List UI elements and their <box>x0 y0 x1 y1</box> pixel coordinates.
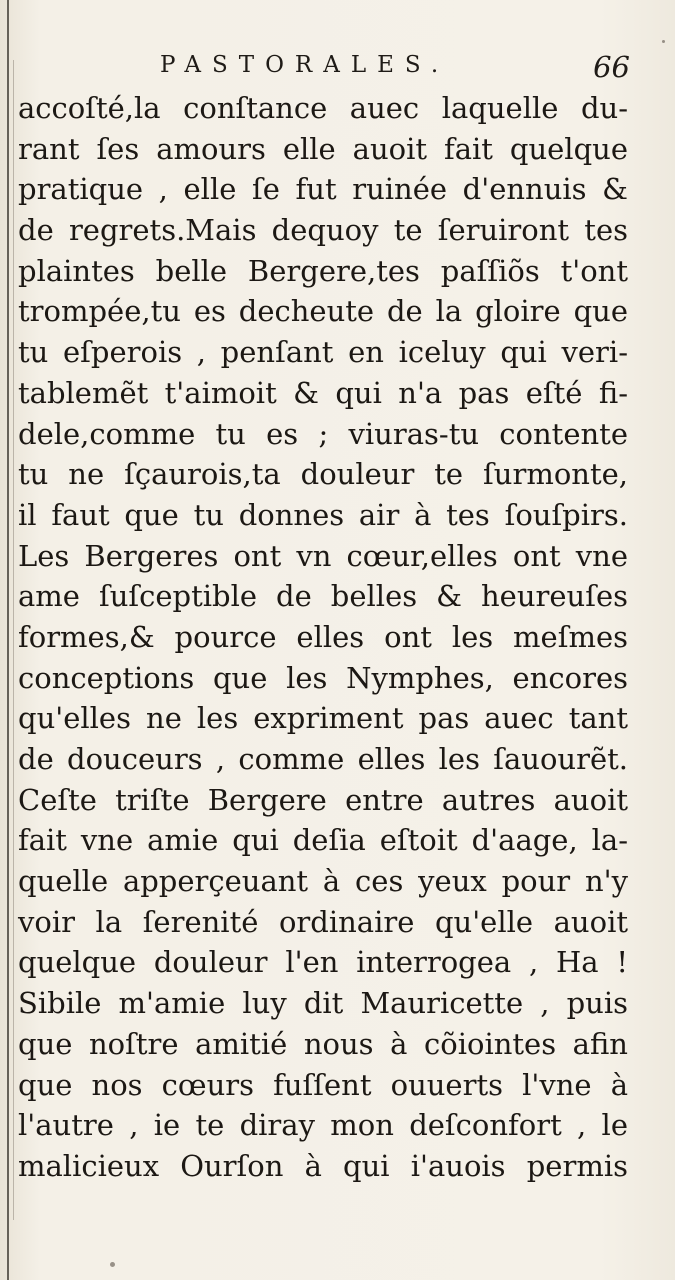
text-line: quelque douleur l'en interrogea , Ha ! <box>18 945 628 980</box>
page-header <box>20 50 630 90</box>
gutter-edge <box>7 0 9 1280</box>
body-text <box>18 88 628 1187</box>
text-line: conceptions que les Nymphes, encores <box>18 660 628 695</box>
text-line: formes,& pource elles ont les meſmes <box>18 619 628 654</box>
text-line: il faut que tu donnes air à tes ſouſpirs. <box>18 497 628 532</box>
text-line: qu'elles ne les expriment pas auec tant <box>18 701 628 736</box>
text-line: quelle apperçeuant à ces yeux pour n'y <box>18 864 628 899</box>
page-number: 66 <box>593 50 630 84</box>
text-line: ame ſuſceptible de belles & heureuſes <box>18 579 628 614</box>
text-line: tablemẽt t'aimoit & qui n'a pas eſté fi- <box>18 375 628 410</box>
gutter-shadow <box>13 60 14 1220</box>
text-line: trompée,tu es decheute de la gloire que <box>18 294 628 329</box>
text-line: tu ne ſçaurois,ta douleur te ſurmonte, <box>18 457 628 492</box>
text-line: que noſtre amitié nous à cõiointes afin <box>18 1026 628 1061</box>
text-line: plaintes belle Bergere,tes paſſiõs t'ont <box>18 253 628 288</box>
text-line: rant ſes amours elle auoit fait quelque <box>18 131 628 166</box>
text-line: pratique , elle ſe fut ruinée d'ennuis & <box>18 172 628 207</box>
text-line: tu eſperois , penſant en iceluy qui veri- <box>18 335 628 370</box>
text-line: Sibile m'amie luy dit Mauricette , puis <box>18 986 628 1021</box>
text-line: de douceurs , comme elles les ſauourẽt. <box>18 742 628 776</box>
text-line: Les Bergeres ont vn cœur,elles ont vne <box>18 538 628 573</box>
text-line: malicieux Ourſon à qui i'auois permis <box>18 1148 628 1183</box>
text-line: de regrets.Mais dequoy te ſeruiront tes <box>18 213 628 248</box>
paper-speck <box>662 40 665 43</box>
text-line: dele,comme tu es ; viuras-tu contente <box>18 416 628 451</box>
text-line: Ceſte triſte Bergere entre autres auoit <box>18 782 628 817</box>
text-line: l'autre , ie te diray mon deſconfort , le <box>18 1108 628 1143</box>
text-line: fait vne amie qui deſia eſtoit d'aage, la- <box>18 823 628 858</box>
text-line: que nos cœurs fuſſent ouuerts l'vne à <box>18 1067 628 1102</box>
text-line: voir la ſerenité ordinaire qu'elle auoit <box>18 904 628 939</box>
running-head: PASTORALES. <box>160 52 450 78</box>
text-line: accoſté,la conſtance auec laquelle du- <box>18 91 628 125</box>
paper-speck <box>110 1262 115 1267</box>
